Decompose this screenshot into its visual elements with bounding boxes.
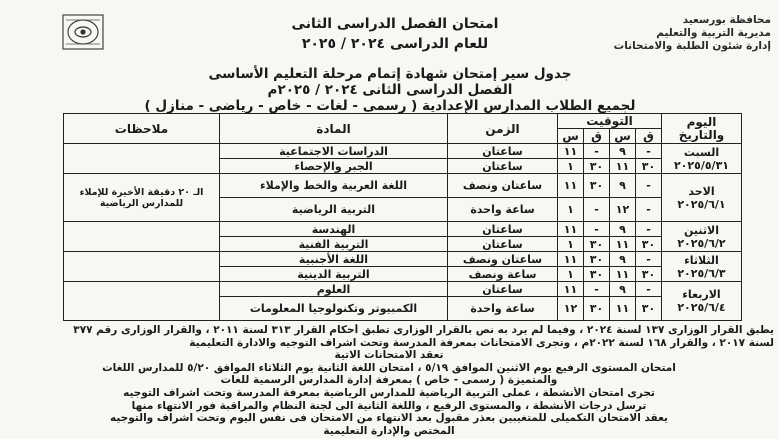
time-cell: ١٢ <box>558 297 584 321</box>
time-cell: - <box>636 282 662 297</box>
header-authority <box>581 14 771 53</box>
duration-cell: ساعتان <box>448 222 558 237</box>
notes-cell <box>64 252 220 282</box>
subject-cell: الدراسات الاجتماعية <box>220 144 448 159</box>
time-cell: ١ <box>558 198 584 222</box>
time-cell: ٣٠ <box>636 237 662 252</box>
time-cell: ١١ <box>610 267 636 282</box>
audience-line: لجميع الطلاب المدارس الإعدادية ( رسمى - لغات - خاص - رياضى - منازل ) <box>144 98 636 114</box>
day-name: الاربعاء <box>682 288 721 301</box>
footer-line: يطبق القرار الوزارى ١٣٧ لسنة ٢٠٢٤ ، وفيما لم يرد به نص بالقرار الوزارى تطبق أحكام القرار ٣١٣ لسنة ٢٠١١ ، والقرار الوزارى رقم ٣٧٧ <box>73 324 774 336</box>
notes-cell <box>64 282 220 321</box>
time-cell: - <box>636 252 662 267</box>
exam-schedule-table <box>63 113 742 321</box>
duration-cell: ساعتان <box>448 159 558 174</box>
subject-cell: العلوم <box>220 282 448 297</box>
time-cell: ٩ <box>610 282 636 297</box>
footer-line: يعقد الامتحان التكميلى للمتغيبين بعذر مقبول بعد الانتهاء من الامتحان فى نفس اليوم وتحت اشراف والتوجيه <box>110 412 668 425</box>
time-cell: ١١ <box>558 282 584 297</box>
time-cell: ٣٠ <box>584 159 610 174</box>
duration-cell: ساعتان ونصف <box>448 174 558 198</box>
day-cell <box>662 282 742 321</box>
header-timing: التوقيت <box>558 114 662 129</box>
duration-cell: ساعتان <box>448 282 558 297</box>
footer-line: المختص والإدارة التعليمية <box>323 424 455 437</box>
footer-line: تعقد الامتحانات الاتية <box>334 349 444 362</box>
time-cell: ١١ <box>558 174 584 198</box>
day-cell <box>662 144 742 174</box>
department-name: إدارة شئون الطلبة والامتحانات <box>613 40 771 52</box>
header-to-minutes: ق <box>584 129 610 144</box>
day-date: ٢٠٢٥/٥/٣١ <box>673 158 730 172</box>
day-cell <box>662 222 742 252</box>
schedule-titles <box>110 66 670 114</box>
day-date: ٢٠٢٥/٦/١ <box>677 197 726 211</box>
time-cell: ١١ <box>558 144 584 159</box>
duration-cell: ساعة واحدة <box>448 297 558 321</box>
notes-cell <box>64 222 220 252</box>
day-date: ٢٠٢٥/٦/٣ <box>677 266 726 280</box>
time-cell: ٩ <box>610 222 636 237</box>
time-cell: ٩ <box>610 174 636 198</box>
day-name: الاثنين <box>684 223 719 237</box>
time-cell: ٣٠ <box>584 297 610 321</box>
day-name: الاحد <box>688 184 715 198</box>
subject-cell: التربية الدينية <box>220 267 448 282</box>
time-cell: ٣٠ <box>636 267 662 282</box>
header-from-hours: س <box>610 129 636 144</box>
subject-cell: التربية الرياضية <box>220 198 448 222</box>
time-cell: ٣٠ <box>584 174 610 198</box>
header-notes: ملاحظات <box>64 114 220 144</box>
header-day-date: اليوم والتاريخ <box>662 114 742 144</box>
time-cell: - <box>636 174 662 198</box>
subject-cell: اللغة الأجنبية <box>220 252 448 267</box>
subject-cell: الهندسة <box>220 222 448 237</box>
term-line: الفصل الدراسى الثانى ٢٠٢٤ / ٢٠٢٥م <box>267 82 513 98</box>
time-cell: ١١ <box>610 237 636 252</box>
header-to-hours: س <box>558 129 584 144</box>
day-cell <box>662 252 742 282</box>
notes-cell <box>64 144 220 174</box>
time-cell: ١٢ <box>610 198 636 222</box>
day-date: ٢٠٢٥/٦/٢ <box>677 236 726 250</box>
time-cell: ١ <box>558 267 584 282</box>
time-cell: ١١ <box>558 222 584 237</box>
time-cell: - <box>584 144 610 159</box>
table-row <box>64 144 742 159</box>
time-cell: ١١ <box>610 297 636 321</box>
time-cell: - <box>636 222 662 237</box>
footer-line: ترسل درجات الأنشطة ، والمستوى الرفيع ، واللغة الثانية الى لجنة النظام والمراقبة فور الانتهاء منها <box>131 399 647 412</box>
subject-cell: التربية الفنية <box>220 237 448 252</box>
table-row <box>64 222 742 237</box>
notes-cell: الـ ٢٠ دقيقة الأخيرة للإملاء للمدارس الرياضية <box>64 174 220 222</box>
table-row <box>64 282 742 297</box>
schedule-title: جدول سير إمتحان شهادة إتمام مرحلة التعليم الأساسى <box>208 66 572 82</box>
day-date: ٢٠٢٥/٦/٤ <box>677 301 726 314</box>
footer-notes <box>4 324 774 437</box>
time-cell: - <box>584 222 610 237</box>
footer-line: امتحان المستوى الرفيع يوم الاثنين الموافق ٥/١٩ ، امتحان اللغة الثانية يوم الثلاثاء الموافق ٥/٢٠ للمدارس اللغات <box>102 361 676 374</box>
governorate-name: محافظة بورسعيد <box>682 14 771 26</box>
duration-cell: ساعتان <box>448 237 558 252</box>
time-cell: ٣٠ <box>584 267 610 282</box>
time-cell: ١ <box>558 159 584 174</box>
time-cell: ١ <box>558 237 584 252</box>
time-cell: - <box>636 144 662 159</box>
table-row <box>64 174 742 198</box>
header-subject: المادة <box>220 114 448 144</box>
footer-line: والمتميزة ( رسمى - خاص ) بمعرفة إدارة المدارس الرسمية للغات <box>220 374 558 387</box>
footer-line: لسنة ٢٠١٧ ، والقرار ١٦٨ لسنة ٢٠٢٢م ، وتجرى الامتحانات بمعرفة المدرسة وتحت اشراف التوجيه والادارة التعليمية <box>189 336 774 349</box>
subject-cell: الجبر والإحصاء <box>220 159 448 174</box>
footer-line: تجرى امتحان الأنشطة ، عملى التربية الرياضية للمدارس الرياضية بمعرفة المدرسة وتحت اشراف التوجيه <box>123 386 655 399</box>
day-name: الثلاثاء <box>684 253 719 267</box>
duration-cell: ساعتان <box>448 144 558 159</box>
day-name: السبت <box>683 145 720 159</box>
time-cell: ٣٠ <box>636 159 662 174</box>
academic-year: للعام الدراسى ٢٠٢٤ / ٢٠٢٥ <box>301 36 489 52</box>
header-title-block <box>250 14 540 54</box>
duration-cell: ساعة ونصف <box>448 267 558 282</box>
duration-cell: ساعتان ونصف <box>448 252 558 267</box>
duration-cell: ساعة واحدة <box>448 198 558 222</box>
time-cell: - <box>584 198 610 222</box>
table-row <box>64 252 742 267</box>
ministry-logo-icon <box>62 14 104 50</box>
time-cell: ٣٠ <box>584 237 610 252</box>
time-cell: ٩ <box>610 144 636 159</box>
time-cell: ٣٠ <box>584 252 610 267</box>
subject-cell: اللغة العربية والخط والإملاء <box>220 174 448 198</box>
subject-cell: الكمبيوتر وتكنولوجيا المعلومات <box>220 297 448 321</box>
time-cell: ٩ <box>610 252 636 267</box>
time-cell: ٣٠ <box>636 297 662 321</box>
time-cell: - <box>636 198 662 222</box>
time-cell: - <box>584 282 610 297</box>
header-from-minutes: ق <box>636 129 662 144</box>
time-cell: ١١ <box>610 159 636 174</box>
time-cell: ١١ <box>558 252 584 267</box>
day-cell <box>662 174 742 222</box>
exam-title: امتحان الفصل الدراسى الثانى <box>291 16 499 32</box>
header-duration: الزمن <box>448 114 558 144</box>
directorate-name: مديرية التربية والتعليم <box>656 27 771 39</box>
